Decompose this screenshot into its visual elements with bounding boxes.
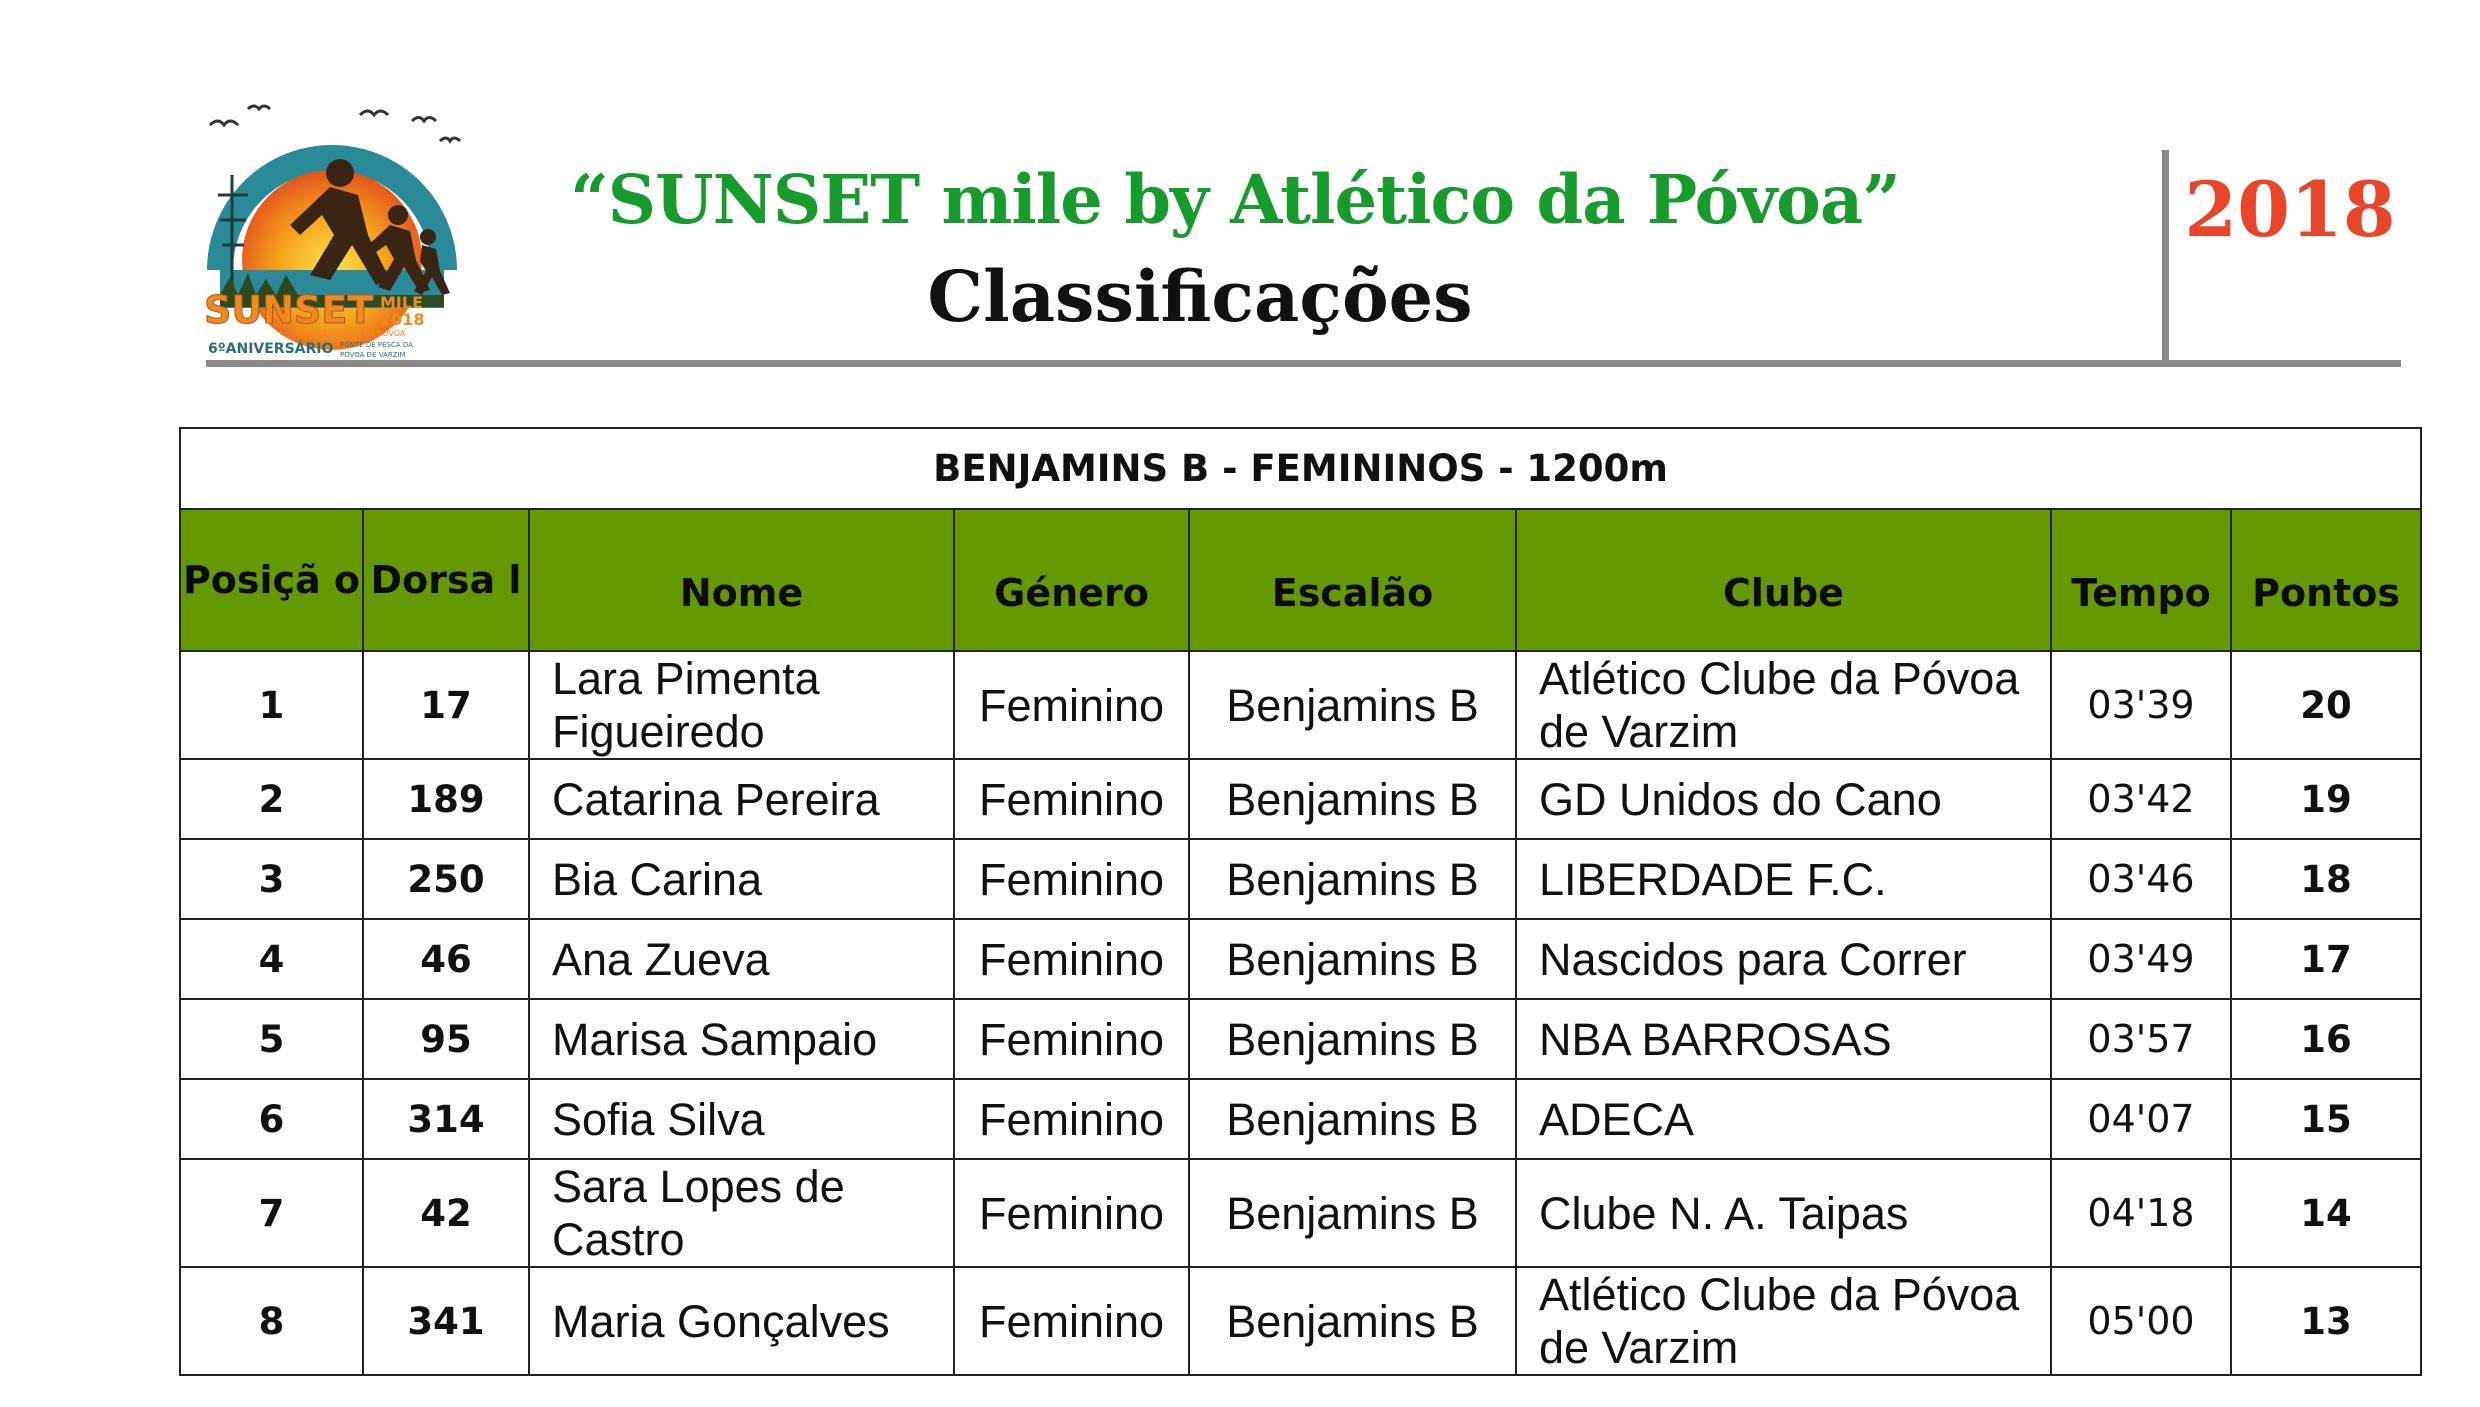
column-header-posicao: Posiçã o [180,509,363,651]
cell-nome: Maria Gonçalves [529,1267,954,1375]
cell-escalao: Benjamins B [1189,1159,1516,1267]
table-row [180,1267,2421,1375]
cell-posicao: 4 [180,919,363,999]
column-header-nome: Nome [529,509,954,651]
cell-posicao: 5 [180,999,363,1079]
cell-tempo: 03'46 [2051,839,2231,919]
cell-genero: Feminino [954,651,1189,759]
cell-tempo: 03'39 [2051,651,2231,759]
header-horizontal-divider [206,360,2401,367]
table-row [180,839,2421,919]
cell-posicao: 3 [180,839,363,919]
cell-dorsal: 189 [363,759,529,839]
table-row [180,919,2421,999]
svg-text:MILE: MILE [380,293,423,312]
cell-clube: Atlético Clube da Póvoa de Varzim [1516,651,2051,759]
cell-escalao: Benjamins B [1189,759,1516,839]
event-year: 2018 [2184,165,2396,254]
svg-text:SUNSET: SUNSET [204,288,374,332]
table-row [180,999,2421,1079]
cell-dorsal: 341 [363,1267,529,1375]
cell-dorsal: 95 [363,999,529,1079]
table-header-row [180,509,2421,651]
cell-tempo: 04'18 [2051,1159,2231,1267]
cell-genero: Feminino [954,839,1189,919]
table-row [180,1079,2421,1159]
cell-clube: NBA BARROSAS [1516,999,2051,1079]
svg-text:PÓVOA DE VARZIM: PÓVOA DE VARZIM [340,351,406,359]
cell-genero: Feminino [954,1079,1189,1159]
cell-pontos: 16 [2231,999,2421,1079]
cell-dorsal: 46 [363,919,529,999]
cell-tempo: 05'00 [2051,1267,2231,1375]
cell-tempo: 04'07 [2051,1079,2231,1159]
cell-escalao: Benjamins B [1189,839,1516,919]
cell-dorsal: 314 [363,1079,529,1159]
cell-nome: Marisa Sampaio [529,999,954,1079]
cell-clube: Nascidos para Correr [1516,919,2051,999]
cell-nome: Sara Lopes de Castro [529,1159,954,1267]
cell-nome: Catarina Pereira [529,759,954,839]
cell-dorsal: 250 [363,839,529,919]
cell-escalao: Benjamins B [1189,1267,1516,1375]
cell-nome: Ana Zueva [529,919,954,999]
cell-dorsal: 17 [363,651,529,759]
cell-escalao: Benjamins B [1189,651,1516,759]
cell-genero: Feminino [954,759,1189,839]
sunset-mile-logo [190,95,470,365]
cell-posicao: 6 [180,1079,363,1159]
cell-nome: Sofia Silva [529,1079,954,1159]
cell-escalao: Benjamins B [1189,919,1516,999]
table-row [180,651,2421,759]
table-row [180,1159,2421,1267]
column-header-pontos: Pontos [2231,509,2421,651]
cell-clube: LIBERDADE F.C. [1516,839,2051,919]
category-title: BENJAMINS B - FEMININOS - 1200m [180,428,2421,509]
cell-posicao: 2 [180,759,363,839]
cell-clube: Atlético Clube da Póvoa de Varzim [1516,1267,2051,1375]
cell-genero: Feminino [954,1267,1189,1375]
cell-clube: GD Unidos do Cano [1516,759,2051,839]
cell-tempo: 03'49 [2051,919,2231,999]
cell-nome: Bia Carina [529,839,954,919]
cell-pontos: 20 [2231,651,2421,759]
cell-pontos: 13 [2231,1267,2421,1375]
cell-tempo: 03'57 [2051,999,2231,1079]
cell-pontos: 14 [2231,1159,2421,1267]
table-row [180,759,2421,839]
column-header-genero: Género [954,509,1189,651]
cell-escalao: Benjamins B [1189,1079,1516,1159]
column-header-tempo: Tempo [2051,509,2231,651]
cell-tempo: 03'42 [2051,759,2231,839]
cell-pontos: 19 [2231,759,2421,839]
cell-genero: Feminino [954,999,1189,1079]
column-header-dorsal: Dorsa l [363,509,529,651]
cell-posicao: 1 [180,651,363,759]
cell-dorsal: 42 [363,1159,529,1267]
cell-pontos: 15 [2231,1079,2421,1159]
cell-clube: Clube N. A. Taipas [1516,1159,2051,1267]
cell-clube: ADECA [1516,1079,2051,1159]
column-header-escalao: Escalão [1189,509,1516,651]
cell-nome: Lara Pimenta Figueiredo [529,651,954,759]
category-row [180,428,2421,509]
header-vertical-divider [2162,150,2169,360]
cell-escalao: Benjamins B [1189,999,1516,1079]
svg-text:BY ATLÉTICO DA PÓVOA: BY ATLÉTICO DA PÓVOA [310,329,406,338]
cell-genero: Feminino [954,1159,1189,1267]
page-subtitle: Classificações [927,255,1473,338]
cell-genero: Feminino [954,919,1189,999]
svg-text:PONTE DE PESCA DA: PONTE DE PESCA DA [340,341,413,349]
cell-posicao: 8 [180,1267,363,1375]
results-table [179,427,2422,1376]
event-title: “SUNSET mile by Atlético da Póvoa” [570,160,1900,239]
svg-text:2018: 2018 [380,310,425,329]
cell-posicao: 7 [180,1159,363,1267]
cell-pontos: 17 [2231,919,2421,999]
cell-pontos: 18 [2231,839,2421,919]
svg-text:6ºANIVERSÁRIO: 6ºANIVERSÁRIO [208,341,334,357]
column-header-clube: Clube [1516,509,2051,651]
